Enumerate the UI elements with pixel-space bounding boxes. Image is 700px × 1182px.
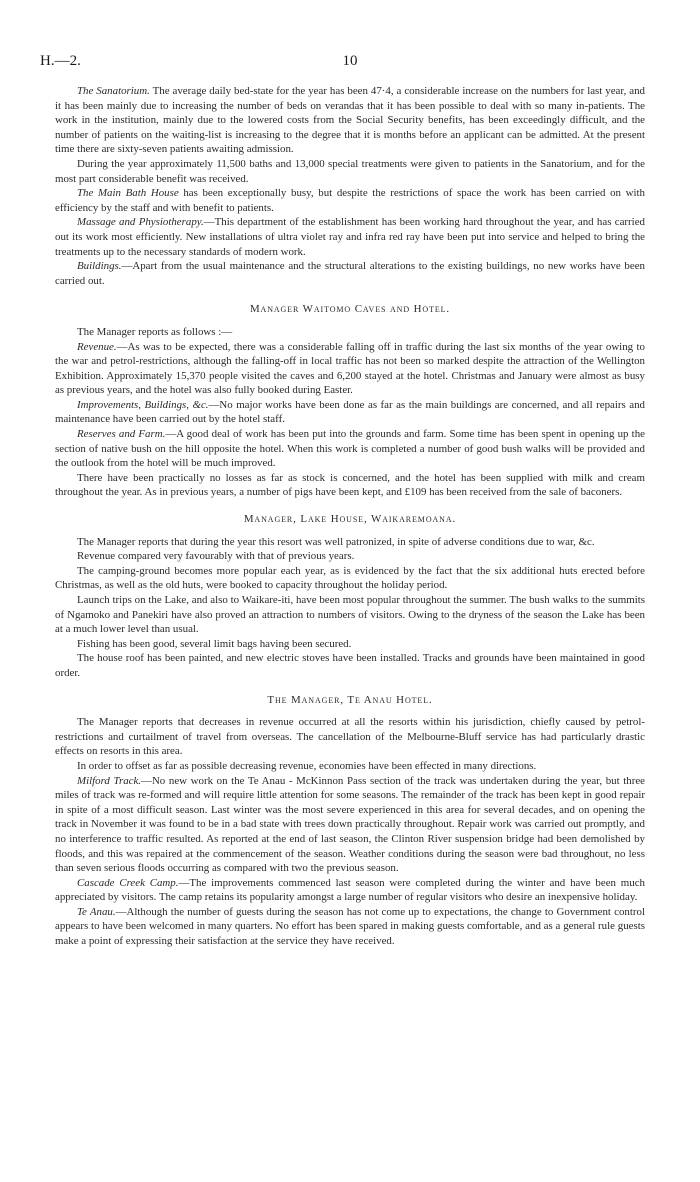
paragraph-text: —No major works have been done as far as the main buildings are concerned, and all repairs and maintenance have been carried out by the hotel staff.	[55, 398, 646, 426]
run-in-heading: Massage and Physiotherapy.	[77, 216, 204, 229]
run-in-heading: The Main Bath House	[77, 187, 179, 200]
page-header	[40, 54, 660, 70]
run-in-heading: Te Anau.	[77, 905, 116, 918]
paragraph-waitomo-improvements	[55, 398, 645, 427]
run-in-heading: Buildings.	[77, 260, 122, 273]
paragraph-milford-track	[55, 774, 645, 876]
paragraph-text: The camping-ground becomes more popular each year, as is evidenced by the fact that the six additional huts erected before Christmas, as well as the old huts, were booked to capacity throughout the holiday period.	[55, 564, 645, 592]
run-in-heading: Milford Track.	[77, 774, 142, 787]
paragraph-waitomo-intro	[55, 325, 645, 340]
paragraph-text: During the year approximately 11,500 baths and 13,000 special treatments were given to patients in the Sanatorium, and for the most part considerable benefit was received.	[55, 157, 645, 185]
paragraph-lake-revenue	[55, 549, 645, 564]
paragraph-teanau-intro	[55, 715, 645, 759]
paragraph-baths	[55, 157, 645, 186]
paragraph-text: has been exceptionally busy, but despite the restrictions of space the work has been carried on with efficiency by the staff and with benefit to patients.	[55, 187, 645, 214]
page-number: 10	[342, 53, 358, 69]
paragraph-text: The Manager reports that during the year this resort was well patronized, in spite of adverse conditions due to war, &c.	[77, 535, 595, 548]
paragraph-lake-launch	[55, 593, 645, 637]
paragraph-text: —The improvements commenced last season were completed during the winter and have been much appreciated by visitors. The camp retains its popularity amongst a large number of regular visitors who desire an inexpensive holiday.	[55, 876, 645, 904]
paragraph-text: The average daily bed-state for the year has been 47·4, a considerable increase on the numbers for last year, and it has been mainly due to increasing the number of beds on verandas that it has been possible to deal with so many in-patients. The work in the institution, mainly due to the lowered costs from the Social Security benefits, has been exceedingly difficult, and the number of patients on the waiting-list is increasing to the degree that it is months before an applicant can be admitted. At the present time there are sixty-seven patients awaiting admission.	[55, 85, 645, 156]
paragraph-waitomo-reserves	[55, 427, 645, 471]
paragraph-text: —Although the number of guests during the season has not come up to expectations, the change to Government control appears to have been welcomed in many quarters. No effort has been spared in making guests comfortable, and as a general rule guests make a point of expressing their satisfaction at the service they have received.	[55, 905, 645, 948]
paragraph-cascade-creek	[55, 876, 645, 905]
run-in-heading: Cascade Creek Camp.	[77, 876, 179, 889]
paragraph-text: Fishing has been good, several limit bags having been secured.	[77, 637, 352, 650]
paragraph-lake-fishing	[55, 637, 645, 652]
section-heading-te-anau: The Manager, Te Anau Hotel.	[267, 693, 433, 706]
paragraph-lake-intro	[55, 535, 645, 550]
paragraph-sanatorium	[55, 84, 645, 157]
paragraph-text: In order to offset as far as possible decreasing revenue, economies have been effected in many directions.	[77, 759, 537, 772]
paragraph-text: The house roof has been painted, and new electric stoves have been installed. Tracks and grounds have been maintained in good order.	[55, 652, 645, 679]
paragraph-waitomo-revenue	[55, 340, 645, 398]
run-in-heading: Reserves and Farm.	[77, 428, 166, 441]
report-reference: H.—2.	[40, 53, 81, 69]
section-heading-waitomo: Manager Waitomo Caves and Hotel.	[249, 303, 451, 316]
paragraph-text: There have been practically no losses as far as stock is concerned, and the hotel has been supplied with milk and cream throughout the year. As in previous years, a number of pigs have been kept, and £109 has been received from the sale of baconers.	[55, 471, 645, 499]
paragraph-massage	[55, 215, 645, 259]
paragraph-text: —A good deal of work has been put into the grounds and farm. Some time has been spent in opening up the section of native bush on the hill opposite the hotel. When this work is completed a number of good bush walks will be provided and the outlook from the hotel will be much improved.	[55, 428, 645, 470]
paragraph-text: The Manager reports as follows :—	[77, 325, 233, 338]
paragraph-text: —No new work on the Te Anau - McKinnon Pass section of the track was undertaken during the year, but three miles of track was re-formed and will require little attention for some seasons. The remainder of the track has been kept in good repair in spite of a most difficult season. Last winter was the most severe experienced in this area for several decades, and on opening the track in November it was found to be in a bad state with trees down practically throughout. Repair work was carried out promptly, and no interference to traffic resulted. As reported at the end of last season, the Clinton River suspension bridge had been demolished by floods, and this was repaired at the commencement of the season. Weather conditions during the season were bad throughout, no less than seven serious floods occurring as compared with two the previous season.	[55, 774, 645, 875]
section-heading-lake-house: Manager, Lake House, Waikaremoana.	[243, 513, 457, 526]
document-body	[55, 84, 645, 949]
paragraph-text: —As was to be expected, there was a considerable falling off in traffic during the last six months of the year owing to the war and petrol-restrictions, although the falling-off in local traffic has not been so marked despite the attraction of the Wellington Exhibition. Approximately 15,370 people visited the caves and 6,200 stayed at the hotel. Christmas and January were almost as busy as previous years, and the hotel was also fully booked during Easter.	[55, 340, 645, 397]
paragraph-lake-house-roof	[55, 651, 645, 680]
paragraph-text: Revenue compared very favourably with that of previous years.	[77, 550, 355, 563]
paragraph-main-bath-house	[55, 186, 645, 215]
paragraph-lake-camping	[55, 564, 645, 593]
paragraph-text: —This department of the establishment has been working hard throughout the year, and has carried out its work most efficiently. New installations of ultra violet ray and infra red ray have been put into service and helped to bring the treatments up to the necessary standards of modern work.	[55, 216, 645, 258]
paragraph-text: Launch trips on the Lake, and also to Waikare-iti, have been most popular throughout the summer. The bush walks to the summits of Ngamoko and Panekiri have also proved an attraction to numbers of visitors. Owing to the dryness of the season the Lake has been at a much lower level than usual.	[55, 594, 645, 636]
paragraph-waitomo-stock	[55, 471, 645, 500]
run-in-heading: Improvements, Buildings, &c.	[77, 398, 209, 411]
run-in-heading: The Sanatorium.	[77, 85, 150, 97]
paragraph-text: —Apart from the usual maintenance and the structural alterations to the existing buildings, no new works have been carried out.	[55, 260, 645, 287]
paragraph-teanau-economies	[55, 759, 645, 774]
paragraph-text: The Manager reports that decreases in revenue occurred at all the resorts within his jurisdiction, chiefly caused by petrol-restrictions and curtailment of travel from overseas. The cancellation of the Melbourne-Bluff service has had particularly drastic effects on resorts in this area.	[55, 716, 645, 758]
paragraph-buildings	[55, 259, 645, 288]
run-in-heading: Revenue.	[77, 340, 117, 353]
paragraph-te-anau	[55, 905, 645, 949]
